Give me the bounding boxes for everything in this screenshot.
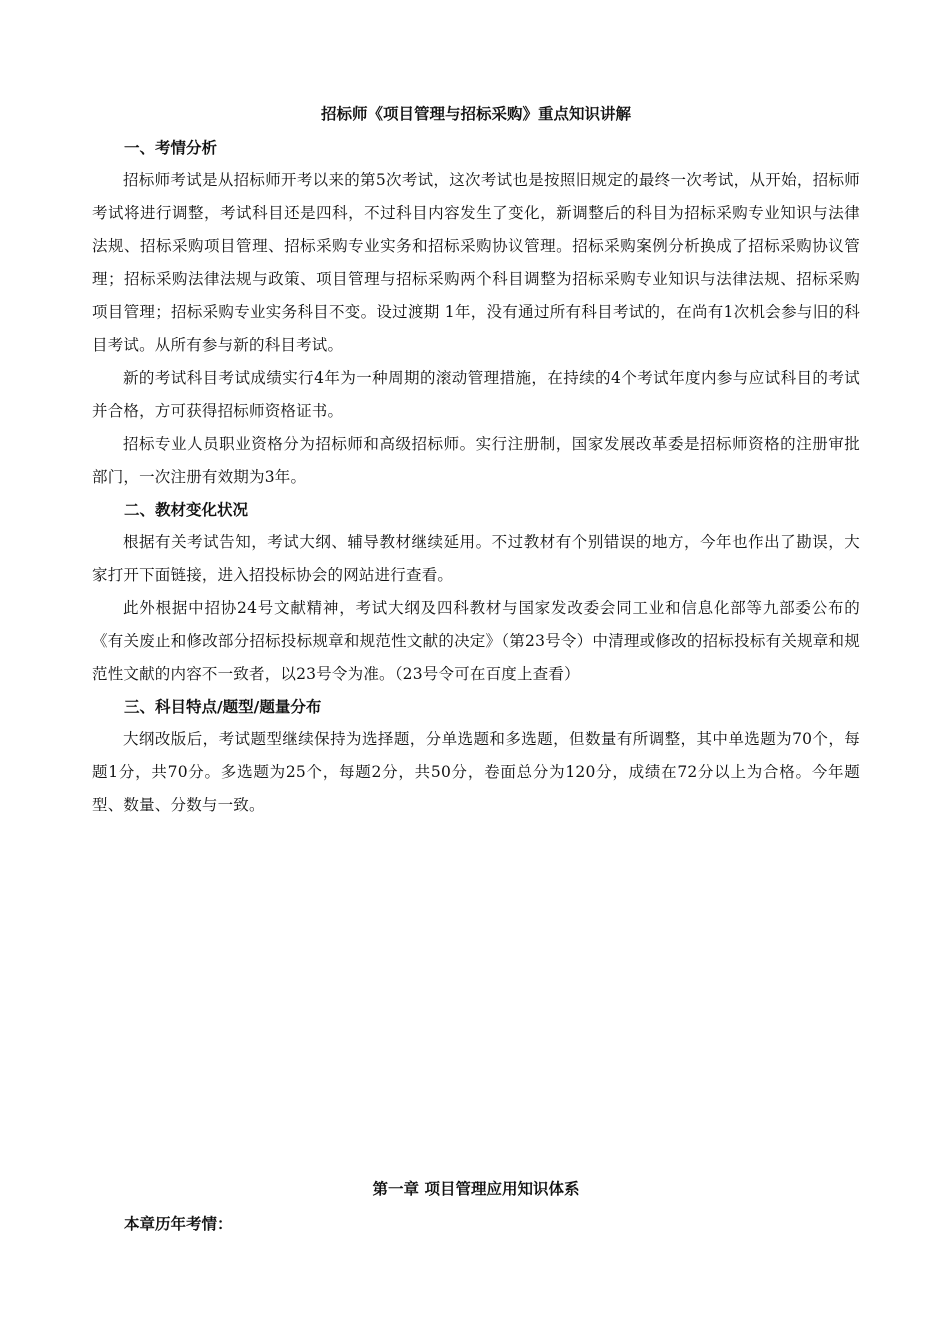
chapter-subheading: 本章历年考情： bbox=[124, 1215, 233, 1233]
paragraph: 大纲改版后，考试题型继续保持为选择题，分单选题和多选题，但数量有所调整，其中单选题为70个，每题1分，共70分。多选题为25个，每题2分，共50分，卷面总分为120分，成绩在72分以上为合格。今年题型、数量、分数与一致。 bbox=[92, 730, 860, 814]
paragraph: 新的考试科目考试成绩实行4年为一种周期的滚动管理措施，在持续的4个考试年度内参与应试科目的考试并合格，方可获得招标师资格证书。 bbox=[92, 369, 860, 420]
section-heading-textbook-changes: 二、教材变化状况 bbox=[124, 501, 249, 519]
chapter-title: 第一章 项目管理应用知识体系 bbox=[372, 1180, 580, 1198]
document-title: 招标师《项目管理与招标采购》重点知识讲解 bbox=[320, 105, 631, 123]
document-body bbox=[92, 100, 860, 822]
paragraph: 招标师考试是从招标师开考以来的第5次考试，这次考试也是按照旧规定的最终一次考试，从开始，招标师考试将进行调整，考试科目还是四科，不过科目内容发生了变化，新调整后的科目为招标采购专业知识与法律法规、招标采购项目管理、招标采购专业实务和招标采购协议管理。招标采购案例分析换成了招标采购协议管理；招标采购法律法规与政策、项目管理与招标采购两个科目调整为招标采购专业知识与法律法规、招标采购项目管理；招标采购专业实务科目不变。设过渡期 1年，没有通过所有科目考试的，在尚有1次机会参与旧的科目考试。从所有参与新的科目考试。 bbox=[92, 171, 860, 354]
paragraph: 此外根据中招协24号文献精神，考试大纲及四科教材与国家发改委会同工业和信息化部等九部委公布的《有关废止和修改部分招标投标规章和规范性文献的决定》（第23号令）中清理或修改的招标投标有关规章和规范性文献的内容不一致者，以23号令为准。（23号令可在百度上查看） bbox=[92, 599, 860, 683]
paragraph: 根据有关考试告知，考试大纲、辅导教材继续延用。不过教材有个别错误的地方，今年也作出了勘误，大家打开下面链接，进入招投标协会的网站进行查看。 bbox=[92, 533, 860, 584]
section-heading-exam-analysis: 一、考情分析 bbox=[124, 139, 218, 157]
chapter-section bbox=[92, 1174, 860, 1240]
paragraph: 招标专业人员职业资格分为招标师和高级招标师。实行注册制，国家发展改革委是招标师资格的注册审批部门，一次注册有效期为3年。 bbox=[92, 435, 860, 486]
section-heading-question-types: 三、科目特点/题型/题量分布 bbox=[124, 698, 322, 716]
